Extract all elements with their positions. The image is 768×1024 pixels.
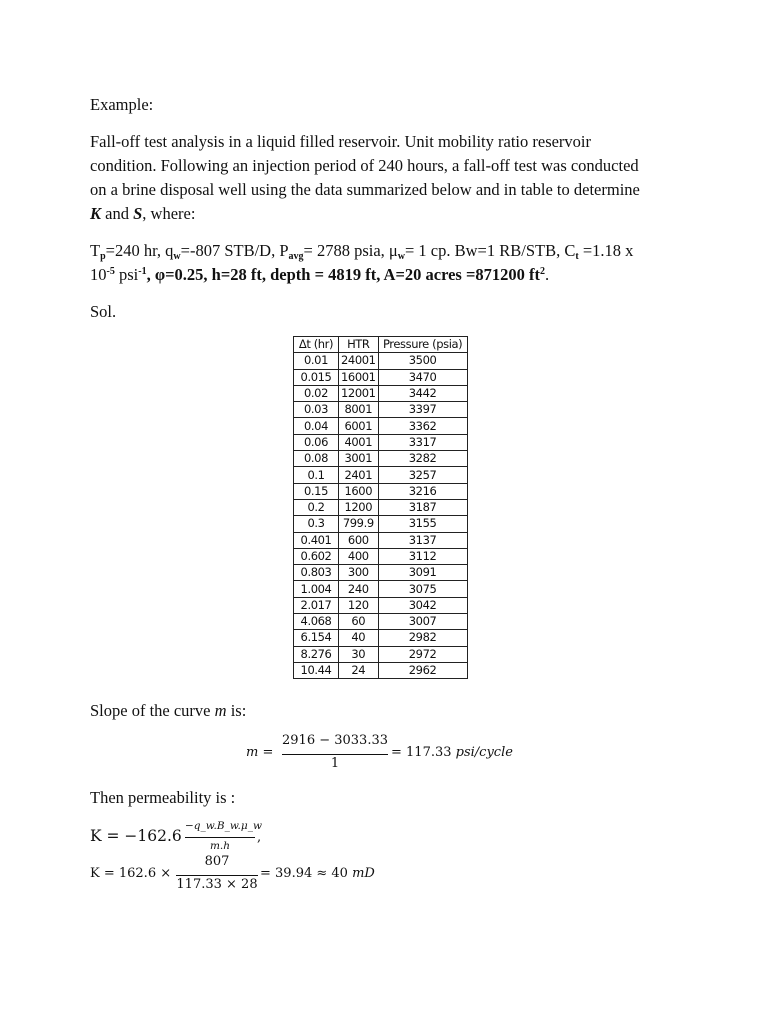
- table-row: [294, 630, 468, 646]
- header-pressure: Pressure (psia): [378, 337, 467, 353]
- cell-htr: 240: [339, 581, 379, 597]
- cell-pressure: 3216: [378, 483, 467, 499]
- cell-pressure: 3470: [378, 369, 467, 385]
- cell-pressure: 3155: [378, 516, 467, 532]
- cell-htr: 1600: [339, 483, 379, 499]
- cell-htr: 799.9: [339, 516, 379, 532]
- table-row: [294, 434, 468, 450]
- cell-htr: 120: [339, 597, 379, 613]
- slope-value: = 117.33: [391, 745, 456, 760]
- slope-lhs: m =: [246, 745, 274, 760]
- perm-eq2-fraction-bar: [176, 875, 258, 876]
- cell-pressure: 3007: [378, 614, 467, 630]
- cell-htr: 3001: [339, 451, 379, 467]
- cell-htr: 16001: [339, 369, 379, 385]
- perm-eq2-denominator: 117.33 × 28: [176, 877, 258, 892]
- slope-label-m: m: [214, 701, 227, 720]
- header-dt: Δt (hr): [294, 337, 339, 353]
- cell-dt: 0.803: [294, 565, 339, 581]
- cell-pressure: 3137: [378, 532, 467, 548]
- cell-htr: 24001: [339, 353, 379, 369]
- table-row: [294, 483, 468, 499]
- table-row: [294, 402, 468, 418]
- cell-dt: 0.015: [294, 369, 339, 385]
- cell-dt: 0.08: [294, 451, 339, 467]
- table-header-row: [294, 337, 468, 353]
- cell-pressure: 3075: [378, 581, 467, 597]
- qw-sub: w: [173, 251, 181, 262]
- cell-dt: 0.15: [294, 483, 339, 499]
- cell-dt: 0.2: [294, 499, 339, 515]
- intro-line-4: [90, 204, 195, 224]
- cell-pressure: 3397: [378, 402, 467, 418]
- given-10: 10: [90, 265, 107, 284]
- falloff-data-table: [293, 336, 468, 679]
- tp-sub: p: [100, 251, 106, 262]
- intro-line-2: condition. Following an injection period of 240 hours, a fall-off test was conducted: [90, 156, 639, 175]
- table-row: [294, 581, 468, 597]
- cell-dt: 0.02: [294, 385, 339, 401]
- cell-pressure: 3112: [378, 548, 467, 564]
- ct-sub: t: [575, 251, 579, 262]
- cell-dt: 1.004: [294, 581, 339, 597]
- cell-htr: 12001: [339, 385, 379, 401]
- mu-val: = 1 cp. Bw=1 RB/STB, C: [405, 241, 576, 260]
- cell-htr: 24: [339, 662, 379, 678]
- cell-htr: 600: [339, 532, 379, 548]
- table-row: [294, 565, 468, 581]
- example-heading: Example:: [90, 95, 154, 114]
- perm-result: = 39.94 ≈ 40: [260, 866, 353, 881]
- slope-unit: psi/cycle: [455, 745, 513, 760]
- slope-rhs: [391, 745, 513, 760]
- pavg-sub: avg: [288, 251, 304, 262]
- cell-dt: 6.154: [294, 630, 339, 646]
- cell-dt: 8.276: [294, 646, 339, 662]
- cell-htr: 40: [339, 630, 379, 646]
- perm-eq1-denominator: m.h: [209, 840, 231, 852]
- table-row: [294, 499, 468, 515]
- and-text: and: [101, 204, 134, 223]
- ct-val: =1.18 x: [578, 241, 634, 260]
- cell-htr: 400: [339, 548, 379, 564]
- perm-eq1-numerator: −q_w.B_w.μ_w: [185, 820, 262, 832]
- table-row: [294, 614, 468, 630]
- table-row: [294, 418, 468, 434]
- cell-dt: 0.602: [294, 548, 339, 564]
- given-period: .: [544, 265, 550, 284]
- intro-line-3: on a brine disposal well using the data summarized below and in table to determine: [90, 180, 640, 199]
- cell-dt: 0.01: [294, 353, 339, 369]
- cell-dt: 10.44: [294, 662, 339, 678]
- slope-denominator: 1: [330, 756, 340, 771]
- table-row: [294, 467, 468, 483]
- where-text: , where:: [142, 204, 196, 223]
- cell-pressure: 2982: [378, 630, 467, 646]
- table-row: [294, 646, 468, 662]
- cell-htr: 4001: [339, 434, 379, 450]
- perm-eq1-lhs: K = −162.6: [90, 827, 182, 845]
- cell-pressure: 3282: [378, 451, 467, 467]
- cell-dt: 2.017: [294, 597, 339, 613]
- sol-label: Sol.: [90, 302, 117, 321]
- cell-pressure: 3317: [378, 434, 467, 450]
- given-exp-2: -1: [138, 266, 147, 277]
- cell-dt: 0.3: [294, 516, 339, 532]
- table-row: [294, 548, 468, 564]
- mu-sub: w: [397, 251, 405, 262]
- slope-label-pre: Slope of the curve: [90, 701, 215, 720]
- table-row: [294, 353, 468, 369]
- perm-eq1-tail: ,: [257, 830, 262, 845]
- qw-val: =-807 STB/D, P: [180, 241, 289, 260]
- given-psi: psi: [114, 265, 139, 284]
- slope-label-post: is:: [226, 701, 247, 720]
- cell-dt: 0.03: [294, 402, 339, 418]
- cell-pressure: 3042: [378, 597, 467, 613]
- cell-pressure: 3257: [378, 467, 467, 483]
- cell-pressure: 2972: [378, 646, 467, 662]
- perm-eq2-numerator: 807: [204, 854, 230, 869]
- table-row: [294, 516, 468, 532]
- cell-htr: 6001: [339, 418, 379, 434]
- cell-pressure: 3442: [378, 385, 467, 401]
- table-row: [294, 597, 468, 613]
- given-exp-3: 2: [539, 266, 545, 277]
- table-row: [294, 532, 468, 548]
- pavg-val: = 2788 psia, μ: [303, 241, 398, 260]
- given-line-2: [90, 265, 549, 285]
- tp-base: T: [90, 241, 101, 260]
- given-exp-1: -5: [106, 266, 115, 277]
- table-row: [294, 385, 468, 401]
- cell-htr: 8001: [339, 402, 379, 418]
- s-symbol: S: [133, 204, 143, 223]
- table-row: [294, 451, 468, 467]
- cell-pressure: 3091: [378, 565, 467, 581]
- intro-line-1: Fall-off test analysis in a liquid filled reservoir. Unit mobility ratio reservoir: [90, 132, 592, 151]
- perm-eq2-lhs: K = 162.6 ×: [90, 866, 172, 881]
- table-row: [294, 662, 468, 678]
- cell-pressure: 3362: [378, 418, 467, 434]
- slope-label: [90, 701, 246, 721]
- given-bold-values: , φ=0.25, h=28 ft, depth = 4819 ft, A=20 acres =871200 ft: [146, 265, 540, 284]
- cell-dt: 0.401: [294, 532, 339, 548]
- tp-val: =240 hr, q: [105, 241, 174, 260]
- perm-label: Then permeability is :: [90, 788, 236, 807]
- perm-unit: mD: [352, 866, 375, 881]
- cell-htr: 1200: [339, 499, 379, 515]
- cell-dt: 0.1: [294, 467, 339, 483]
- given-line-1: [90, 241, 633, 262]
- cell-htr: 30: [339, 646, 379, 662]
- cell-dt: 0.06: [294, 434, 339, 450]
- header-htr: HTR: [339, 337, 379, 353]
- cell-dt: 0.04: [294, 418, 339, 434]
- cell-dt: 4.068: [294, 614, 339, 630]
- table-row: [294, 369, 468, 385]
- perm-eq1-fraction-bar: [185, 837, 255, 838]
- cell-pressure: 2962: [378, 662, 467, 678]
- cell-pressure: 3500: [378, 353, 467, 369]
- perm-eq2-rhs: [260, 866, 375, 881]
- cell-htr: 60: [339, 614, 379, 630]
- slope-fraction-bar: [282, 754, 388, 755]
- cell-htr: 300: [339, 565, 379, 581]
- cell-htr: 2401: [339, 467, 379, 483]
- slope-numerator: 2916 − 3033.33: [282, 733, 388, 748]
- cell-pressure: 3187: [378, 499, 467, 515]
- k-symbol: K: [90, 204, 102, 223]
